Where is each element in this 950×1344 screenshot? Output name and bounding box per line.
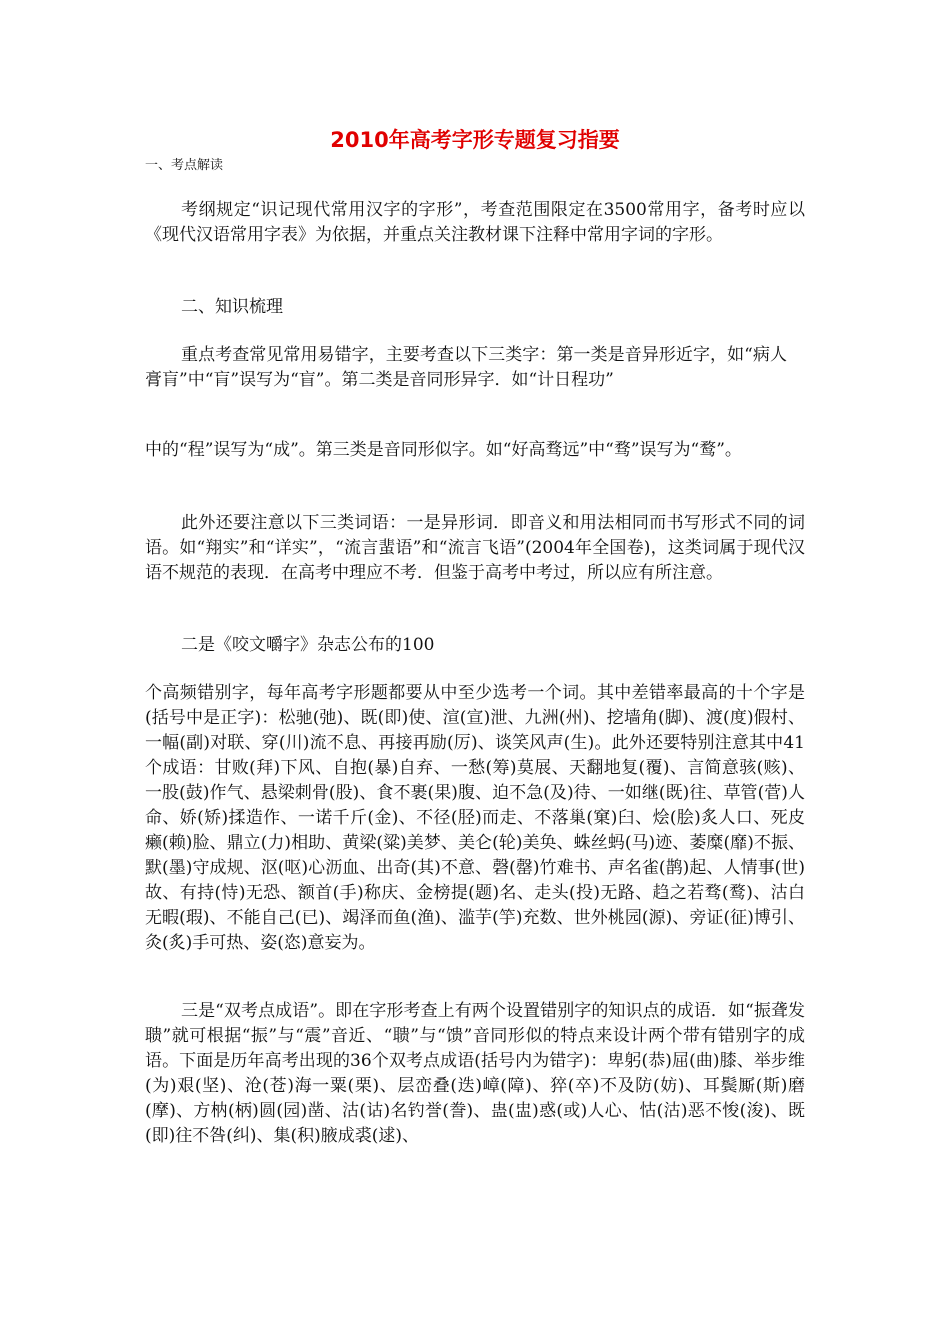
paragraph-6: 个高频错别字，每年高考字形题都要从中至少选考一个词。其中差错率最高的十个字是(括号中是正字)：松驰(弛)、既(即)使、渲(宣)泄、九洲(州)、挖墙角(脚)、渡(度)假村、一幅(副)对联、穿(川)流不息、再接再励(厉)、谈笑风声(生)。此外还要特别注意其中41个成语：甘败(拜)下风、自抱(暴)自弃、一愁(筹)莫展、天翻地复(覆)、言简意骇(赅)、一股(鼓)作气、悬梁刺骨(股)、食不裹(果)腹、迫不急(及)待、一如继(既)往、草管(菅)人命、娇(矫)揉造作、一诺千斤(金)、不径(胫)而走、不落巢(窠)臼、烩(脍)炙人口、死皮癞(赖)脸、鼎立(力)相助、黄梁(粱)美梦、美仑(轮)美奂、蛛丝蚂(马)迹、萎糜(靡)不振、默(墨)守成规、沤(呕)心沥血、出奇(其)不意、磬(罄)竹难书、声名雀(鹊)起、人情事(世)故、有持(恃)无恐、额首(手)称庆、金榜提(题)名、走头(投)无路、趋之若骛(鹜)、沽白无暇(瑕)、不能自己(已)、竭泽而鱼(渔)、滥芋(竽)充数、世外桃园(源)、旁证(征)博引、灸(炙)手可热、姿(恣)意妄为。 (145, 683, 805, 953)
document-title: 2010年高考字形专题复习指要 (330, 128, 620, 152)
paragraph-1: 考纲规定“识记现代常用汉字的字形”，考查范围限定在3500常用字，备考时应以《现代汉语常用字表》为依据，并重点关注教材课下注释中常用字词的字形。 (145, 200, 805, 245)
paragraph-2: 重点考查常见常用易错字，主要考查以下三类字：第一类是音异形近字，如“病人膏肓”中“肓”误写为“盲”。第二类是音同形异字．如“计日程功” (145, 345, 787, 390)
paragraph-7: 三是“双考点成语”。即在字形考查上有两个设置错别字的知识点的成语．如“振聋发聩”就可根据“振”与“震”音近、“聩”与“馈”音同形似的特点来设计两个带有错别字的成语。下面是历年高考出现的36个双考点成语(括号内为错字)：卑躬(恭)屈(曲)膝、举步维(为)艰(坚)、沧(苍)海一粟(栗)、层峦叠(迭)嶂(障)、猝(卒)不及防(妨)、耳鬓厮(斯)磨(摩)、方枘(柄)圆(园)凿、沽(诂)名钓誉(誊)、蛊(盅)惑(或)人心、怙(沽)恶不悛(浚)、既(即)往不咎(纠)、集(积)腋成裘(逑)、 (145, 1001, 805, 1146)
section-heading-1: 一、考点解读 (145, 158, 224, 173)
section-heading-2: 二、知识梳理 (181, 297, 283, 317)
paragraph-4: 此外还要注意以下三类词语：一是异形词．即音义和用法相同而书写形式不同的词语。如“翔实”和“详实”，“流言蜚语”和“流言飞语”(2004年全国卷)，这类词属于现代汉语不规范的表现．在高考中理应不考．但鉴于高考中考过，所以应有所注意。 (145, 513, 805, 583)
paragraph-5: 二是《咬文嚼字》杂志公布的100 (181, 635, 435, 655)
paragraph-3: 中的“程”误写为“成”。第三类是音同形似字。如“好高骛远”中“骛”误写为“鹜”。 (145, 440, 742, 460)
